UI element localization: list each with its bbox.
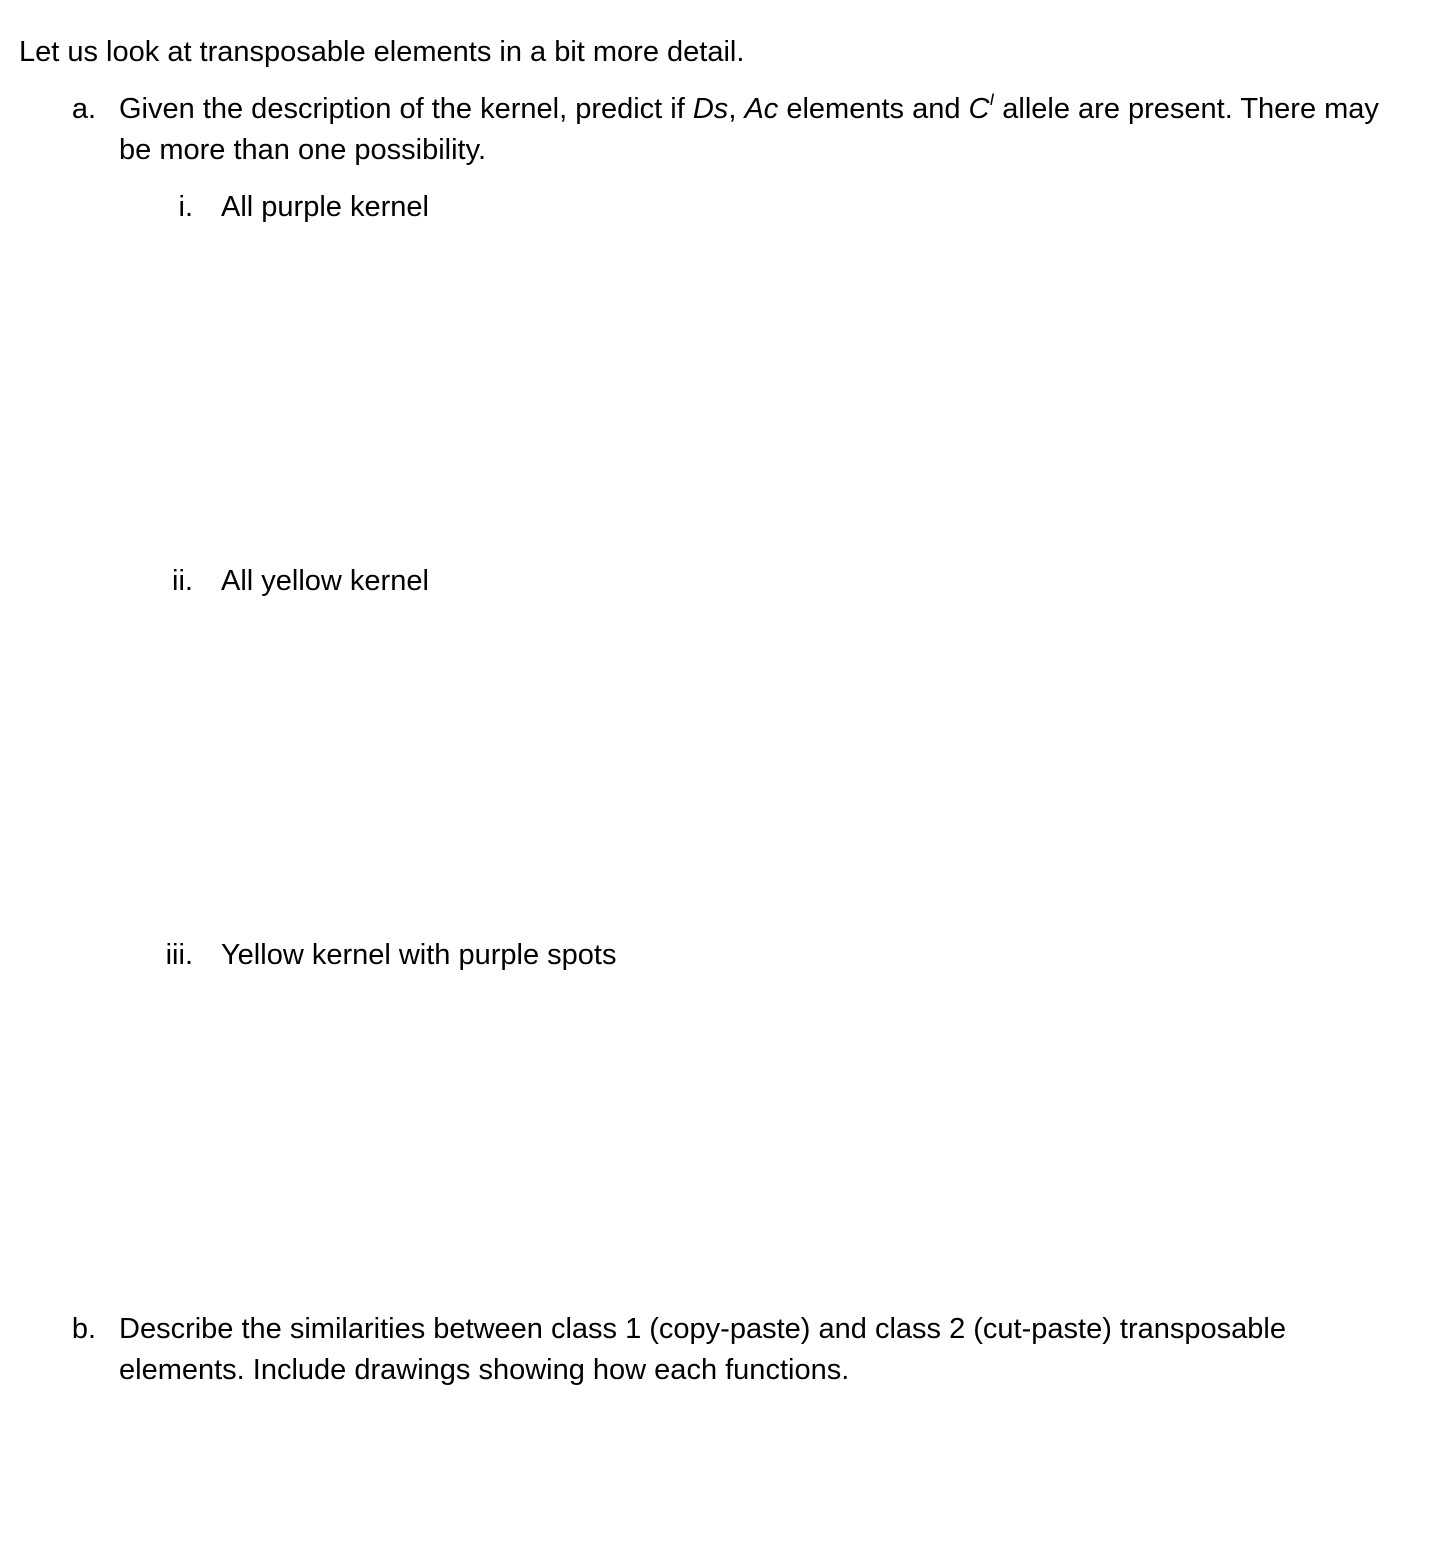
intro-text: Let us look at transposable elements in a bit more detail. xyxy=(19,36,745,68)
item-iii-text: Yellow kernel with purple spots xyxy=(221,939,617,971)
item-ii-marker: ii. xyxy=(172,565,193,597)
question-b-marker: b. xyxy=(71,1313,96,1345)
item-ii-text: All yellow kernel xyxy=(221,565,429,597)
c-allele: C xyxy=(968,93,990,125)
c-allele-superscript: I xyxy=(989,90,995,109)
ds-element: Ds xyxy=(692,93,729,125)
question-a-text: Given the description of the kernel, predict if Ds, Ac elements and $C^I$ allele are present. There may be more than one possibility. xyxy=(119,90,1379,166)
item-i-text: All purple kernel xyxy=(221,191,429,223)
item-iii-marker: iii. xyxy=(165,939,193,971)
item-i-marker: i. xyxy=(178,191,193,223)
ac-element: Ac xyxy=(744,93,779,125)
question-a-marker: a. xyxy=(71,93,96,125)
question-b-text: Describe the similarities between class 1 (copy-paste) and class 2 (cut-paste) transposable elements. Include drawings showing how each functions. xyxy=(119,1313,1286,1386)
